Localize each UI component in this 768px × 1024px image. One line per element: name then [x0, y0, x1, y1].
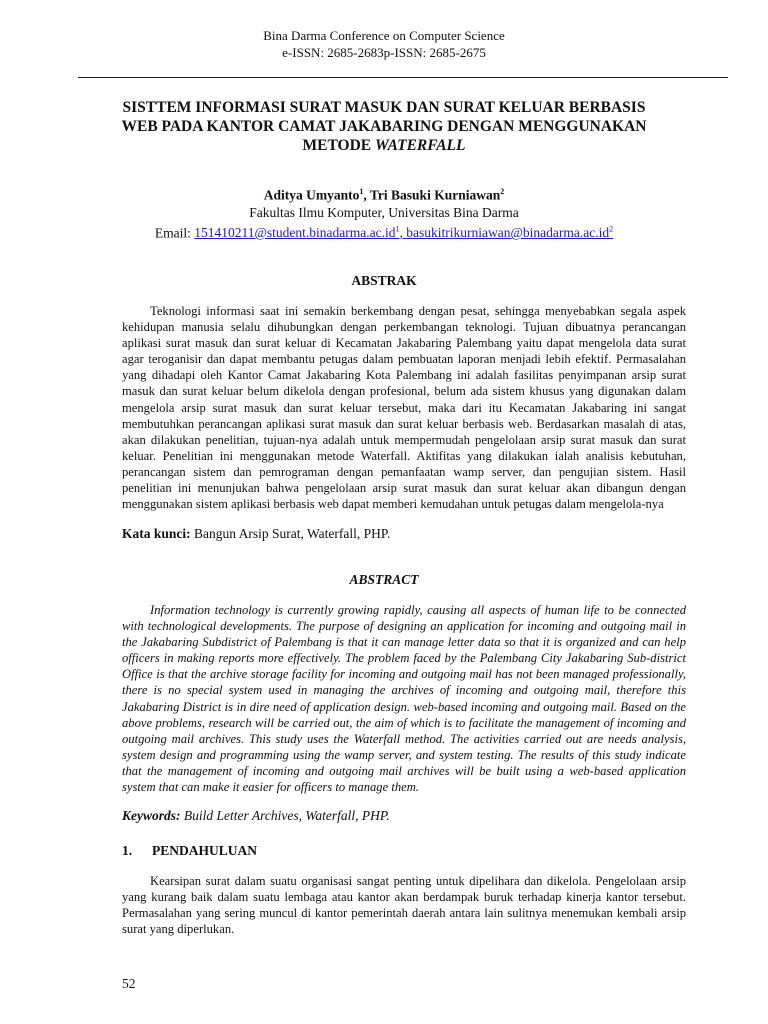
header-rule — [78, 77, 728, 78]
email-separator: , — [399, 225, 407, 240]
author-names — [0, 183, 768, 204]
email-link[interactable] — [194, 225, 613, 240]
kata-kunci-value: Bangun Arsip Surat, Waterfall, PHP. — [190, 526, 391, 541]
keywords-value: Build Letter Archives, Waterfall, PHP. — [180, 808, 390, 823]
email-line — [0, 221, 768, 242]
section-1-number: 1. — [122, 843, 133, 858]
section-1-text: Kearsipan surat dalam suatu organisasi sangat penting untuk dipelihara dan dikelola. Pengelolaan arsip yang kurang baik dalam suatu lembaga atau kantor akan berdampak buruk terhadap kinerja kantor tersebut. Permasalahan yang sering muncul di kantor pemerintah daerah antara lain sulitnya menemukan kembali arsip surat yang diperlukan. — [122, 874, 686, 937]
abstrak-body — [122, 303, 686, 512]
email-2: basukitrikurniawan@binadarma.ac.id — [406, 225, 610, 240]
affiliation: Fakultas Ilmu Komputer, Universitas Bina Darma — [249, 204, 519, 220]
paper-title — [110, 98, 658, 155]
title-main: SISTTEM INFORMASI SURAT MASUK DAN SURAT KELUAR BERBASIS WEB PADA KANTOR CAMAT JAKABARING DENGAN MENGGUNAKAN METODE — [121, 99, 647, 154]
author-2: Tri Basuki Kurniawan — [369, 187, 501, 203]
abstrak-text: Teknologi informasi saat ini semakin berkembang dengan pesat, sehingga menyebabkan segala aspek kehidupan manusia selalu dihubungkan dengan perkembangan teknologi. Tujuan dibuatnya perancangan aplikasi surat masuk dan surat keluar di Kecamatan Jakabaring Palembang yaitu dapat mengelola data surat agar teroganisir dan dapat membantu petugas dalam pembuatan laporan menjadi lebih efektif. Permasalahan yang dihadapi oleh Kantor Camat Jakabaring Kota Palembang ini adalah fasilitas penyimpanan arsip surat masuk dan surat keluar belum dikelola dengan profesional, belum ada sistem khusus yang digunakan dalam mengelola arsip surat masuk dan surat keluar tersebut, maka dari itu Kecamatan Jakabaring ini sangat membutuhkan perancangan aplikasi surat masuk dan surat keluar berbasis web. Berdasarkan masalah di atas, akan dilakukan penelitian, tujuan-nya adalah untuk mempermudah pengelolaan arsip surat masuk dan surat keluar. Penelitian ini menggunakan metode Waterfall. Aktifitas yang dilakukan ialah analisis kebutuhan, perancangan sistem dan pemrograman dengan pemanfaatan wamp server, dan pengujian sistem. Hasil penelitian ini menunjukan bahwa pengelolaan arsip surat masuk dan surat keluar akan dibangun dengan menggunakan sistem aplikasi berbasis web dapat memberi kemudahan untuk petugas dalam mengelola-nya — [122, 304, 686, 512]
issn-line: e-ISSN: 2685-2683p-ISSN: 2685-2675 — [282, 45, 486, 60]
email-label: Email: — [154, 225, 195, 240]
journal-name: Bina Darma Conference on Computer Science — [263, 28, 505, 43]
keywords-label: Keywords: — [122, 808, 181, 823]
email-2-sup: 2 — [609, 224, 614, 234]
email-1-sup: 1 — [395, 224, 400, 234]
author-1-sup: 1 — [359, 187, 364, 196]
journal-header — [0, 27, 768, 61]
page-number: 52 — [122, 976, 136, 991]
author-2-sup: 2 — [500, 187, 505, 196]
abstrak-heading: ABSTRAK — [351, 273, 417, 288]
author-block — [0, 183, 768, 241]
author-separator: , — [363, 187, 370, 203]
title-italic: WATERFALL — [375, 137, 466, 154]
section-1-title: PENDAHULUAN — [152, 843, 258, 858]
section-1-body — [122, 873, 686, 937]
email-1: 151410211@student.binadarma.ac.id — [194, 225, 396, 240]
section-1-heading — [122, 843, 257, 859]
keywords — [122, 808, 390, 824]
abstract-text: Information technology is currently growing rapidly, causing all aspects of human life to be connected with technological developments. The purpose of designing an application for incoming and outgoing mail in the Jakabaring Subdistrict of Palembang is that it can manage letter data so that it is organized and can help officers in making reports more effectively. The problem faced by the Palembang City Jakabaring Sub-district Office is that the archive storage facility for incoming and outgoing mail has not been managed professionally, there is no special system used in managing the archives of incoming and outgoing mail, therefore this Jakabaring District is in dire need of application design. web-based incoming and outgoing mail. Based on the above problems, research will be carried out, the aim of which is to facilitate the management of incoming and outgoing mail archives. This study uses the Waterfall method. The activities carried out are needs analysis, system design and programming using the wamp server, and system testing. The results of this study indicate that the management of incoming and outgoing mail archives will be built using a web-based application system that can make it easier for officers to manage them. — [122, 603, 686, 795]
kata-kunci-label: Kata kunci: — [122, 526, 191, 541]
abstract-body — [122, 602, 686, 795]
abstract-heading: ABSTRACT — [349, 572, 419, 587]
kata-kunci — [122, 526, 390, 542]
author-1: Aditya Umyanto — [263, 187, 360, 203]
